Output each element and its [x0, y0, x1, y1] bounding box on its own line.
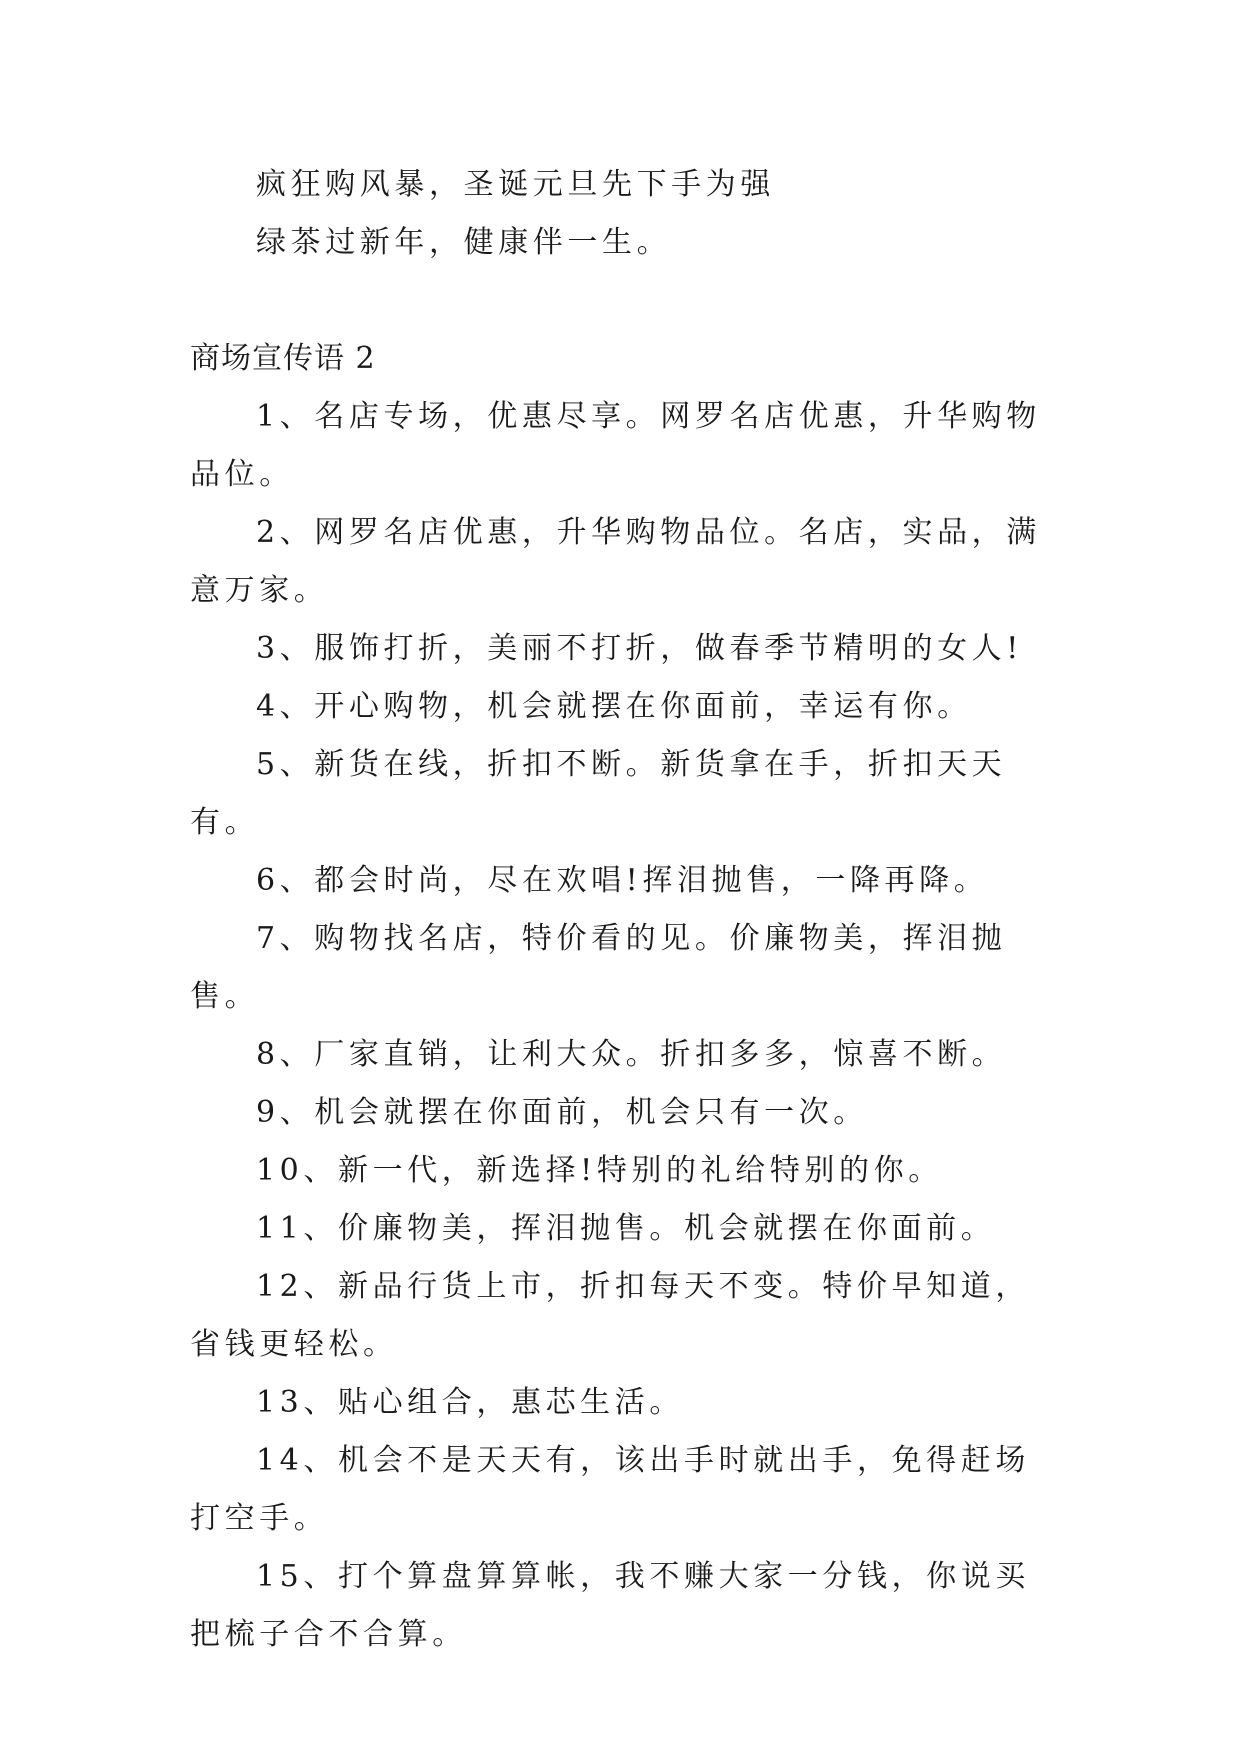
list-item: 10、新一代，新选择!特别的礼给特别的你。 [256, 1153, 943, 1188]
list-item: 1、名店专场，优惠尽享。网罗名店优惠，升华购物品位。 [190, 399, 1041, 492]
list-item: 5、新货在线，折扣不断。新货拿在手，折扣天天有。 [190, 747, 1007, 840]
list-item: 9、机会就摆在你面前，机会只有一次。 [256, 1095, 868, 1130]
spacer [190, 272, 1050, 330]
list-item: 11、价廉物美，挥泪抛售。机会就摆在你面前。 [256, 1211, 996, 1246]
list-item: 12、新品行货上市，折扣每天不变。特价早知道，省钱更轻松。 [190, 1269, 1030, 1362]
list-item: 14、机会不是天天有，该出手时就出手，免得赶场打空手。 [190, 1443, 1030, 1536]
list-item: 2、网罗名店优惠，升华购物品位。名店，实品，满意万家。 [190, 515, 1041, 608]
list-item: 4、开心购物，机会就摆在你面前，幸运有你。 [256, 689, 972, 724]
list-item: 13、贴心组合，惠芯生活。 [256, 1385, 684, 1420]
intro-line: 疯狂购风暴，圣诞元旦先下手为强 [256, 167, 775, 202]
list-item: 7、购物找名店，特价看的见。价廉物美，挥泪抛售。 [190, 921, 1007, 1014]
list-item: 15、打个算盘算算帐，我不赚大家一分钱，你说买把梳子合不合算。 [190, 1559, 1030, 1652]
intro-line: 绿茶过新年，健康伴一生。 [256, 225, 672, 260]
list-item: 3、服饰打折，美丽不打折，做春季节精明的女人! [256, 631, 1023, 666]
document-body [190, 156, 1050, 1664]
section-title: 商场宣传语 2 [190, 341, 376, 376]
list-item: 6、都会时尚，尽在欢唱!挥泪抛售，一降再降。 [256, 863, 989, 898]
list-item: 8、厂家直销，让利大众。折扣多多，惊喜不断。 [256, 1037, 1007, 1072]
